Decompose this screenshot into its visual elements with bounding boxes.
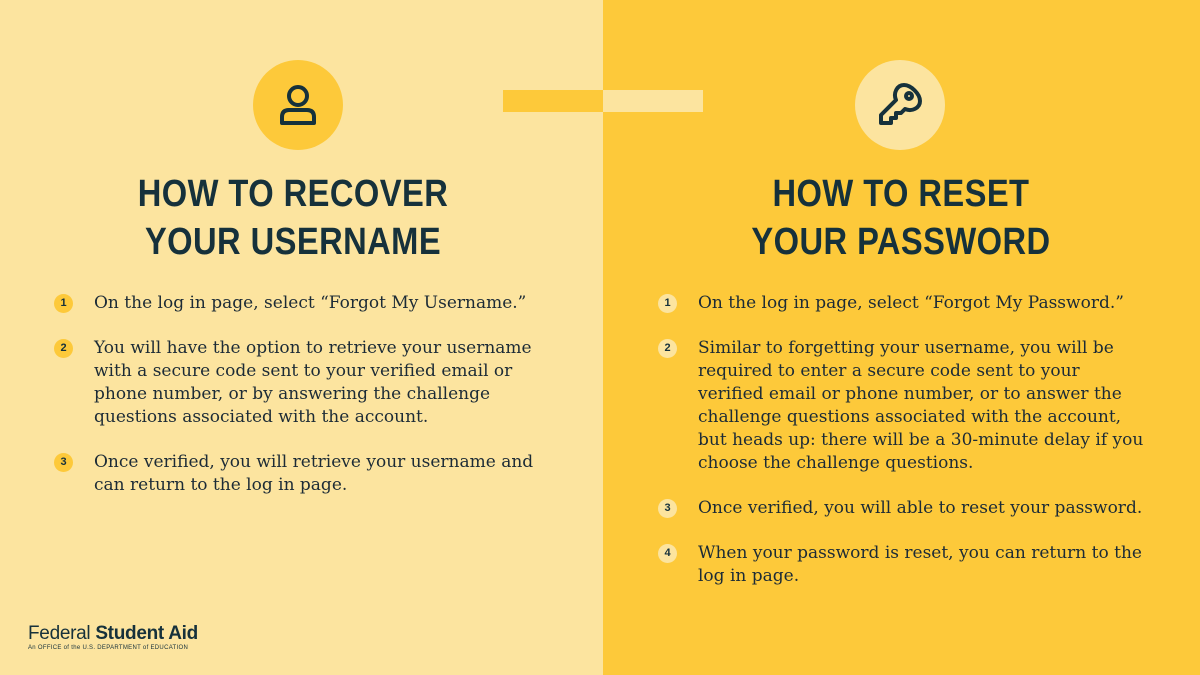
logo-wordmark [28,624,198,644]
logo-word-federal: Federal [28,623,91,644]
step-item [658,497,1158,520]
step-text: Similar to forgetting your username, you will be required to enter a secure code sent to your verified email or phone number, or to answer the challenge questions associated with the account, but heads up: there will be a 30-minute delay if you choose the challenge questions. [698,338,1144,473]
step-text: When your password is reset, you can return to the log in page. [698,543,1142,586]
logo-subtitle: An OFFICE of the U.S. DEPARTMENT of EDUCATION [28,645,189,651]
user-icon [253,60,343,150]
step-number-badge: 2 [54,339,73,358]
recover-username-steps [54,292,554,497]
heading-line: YOUR USERNAME [144,221,442,263]
step-number-badge: 4 [658,544,677,563]
recover-username-heading [121,170,465,266]
heading-line: HOW TO RECOVER [137,173,449,215]
step-item [658,542,1158,588]
divider-bar-right [603,90,703,112]
step-number-badge: 1 [658,294,677,313]
step-item [54,451,554,497]
step-item [54,292,554,315]
step-number-badge: 3 [54,453,73,472]
step-number-badge: 1 [54,294,73,313]
step-item [54,337,554,429]
step-item [658,292,1158,315]
step-text: On the log in page, select “Forgot My Username.” [94,293,527,313]
step-text: Once verified, you will able to reset your password. [698,498,1143,518]
divider-bar-left [503,90,603,112]
step-text: On the log in page, select “Forgot My Password.” [698,293,1124,313]
federal-student-aid-logo [28,624,198,651]
reset-password-heading [738,170,1065,266]
step-number-badge: 3 [658,499,677,518]
step-text: You will have the option to retrieve your username with a secure code sent to your verified email or phone number, or by answering the challenge questions associated with the account. [94,338,532,427]
heading-line: HOW TO RESET [772,173,1030,215]
step-text: Once verified, you will retrieve your username and can return to the log in page. [94,452,534,495]
step-item [658,337,1158,475]
logo-word-student-aid: Student Aid [95,623,198,644]
heading-line: YOUR PASSWORD [751,221,1051,263]
step-number-badge: 2 [658,339,677,358]
key-icon [855,60,945,150]
reset-password-steps [658,292,1158,588]
